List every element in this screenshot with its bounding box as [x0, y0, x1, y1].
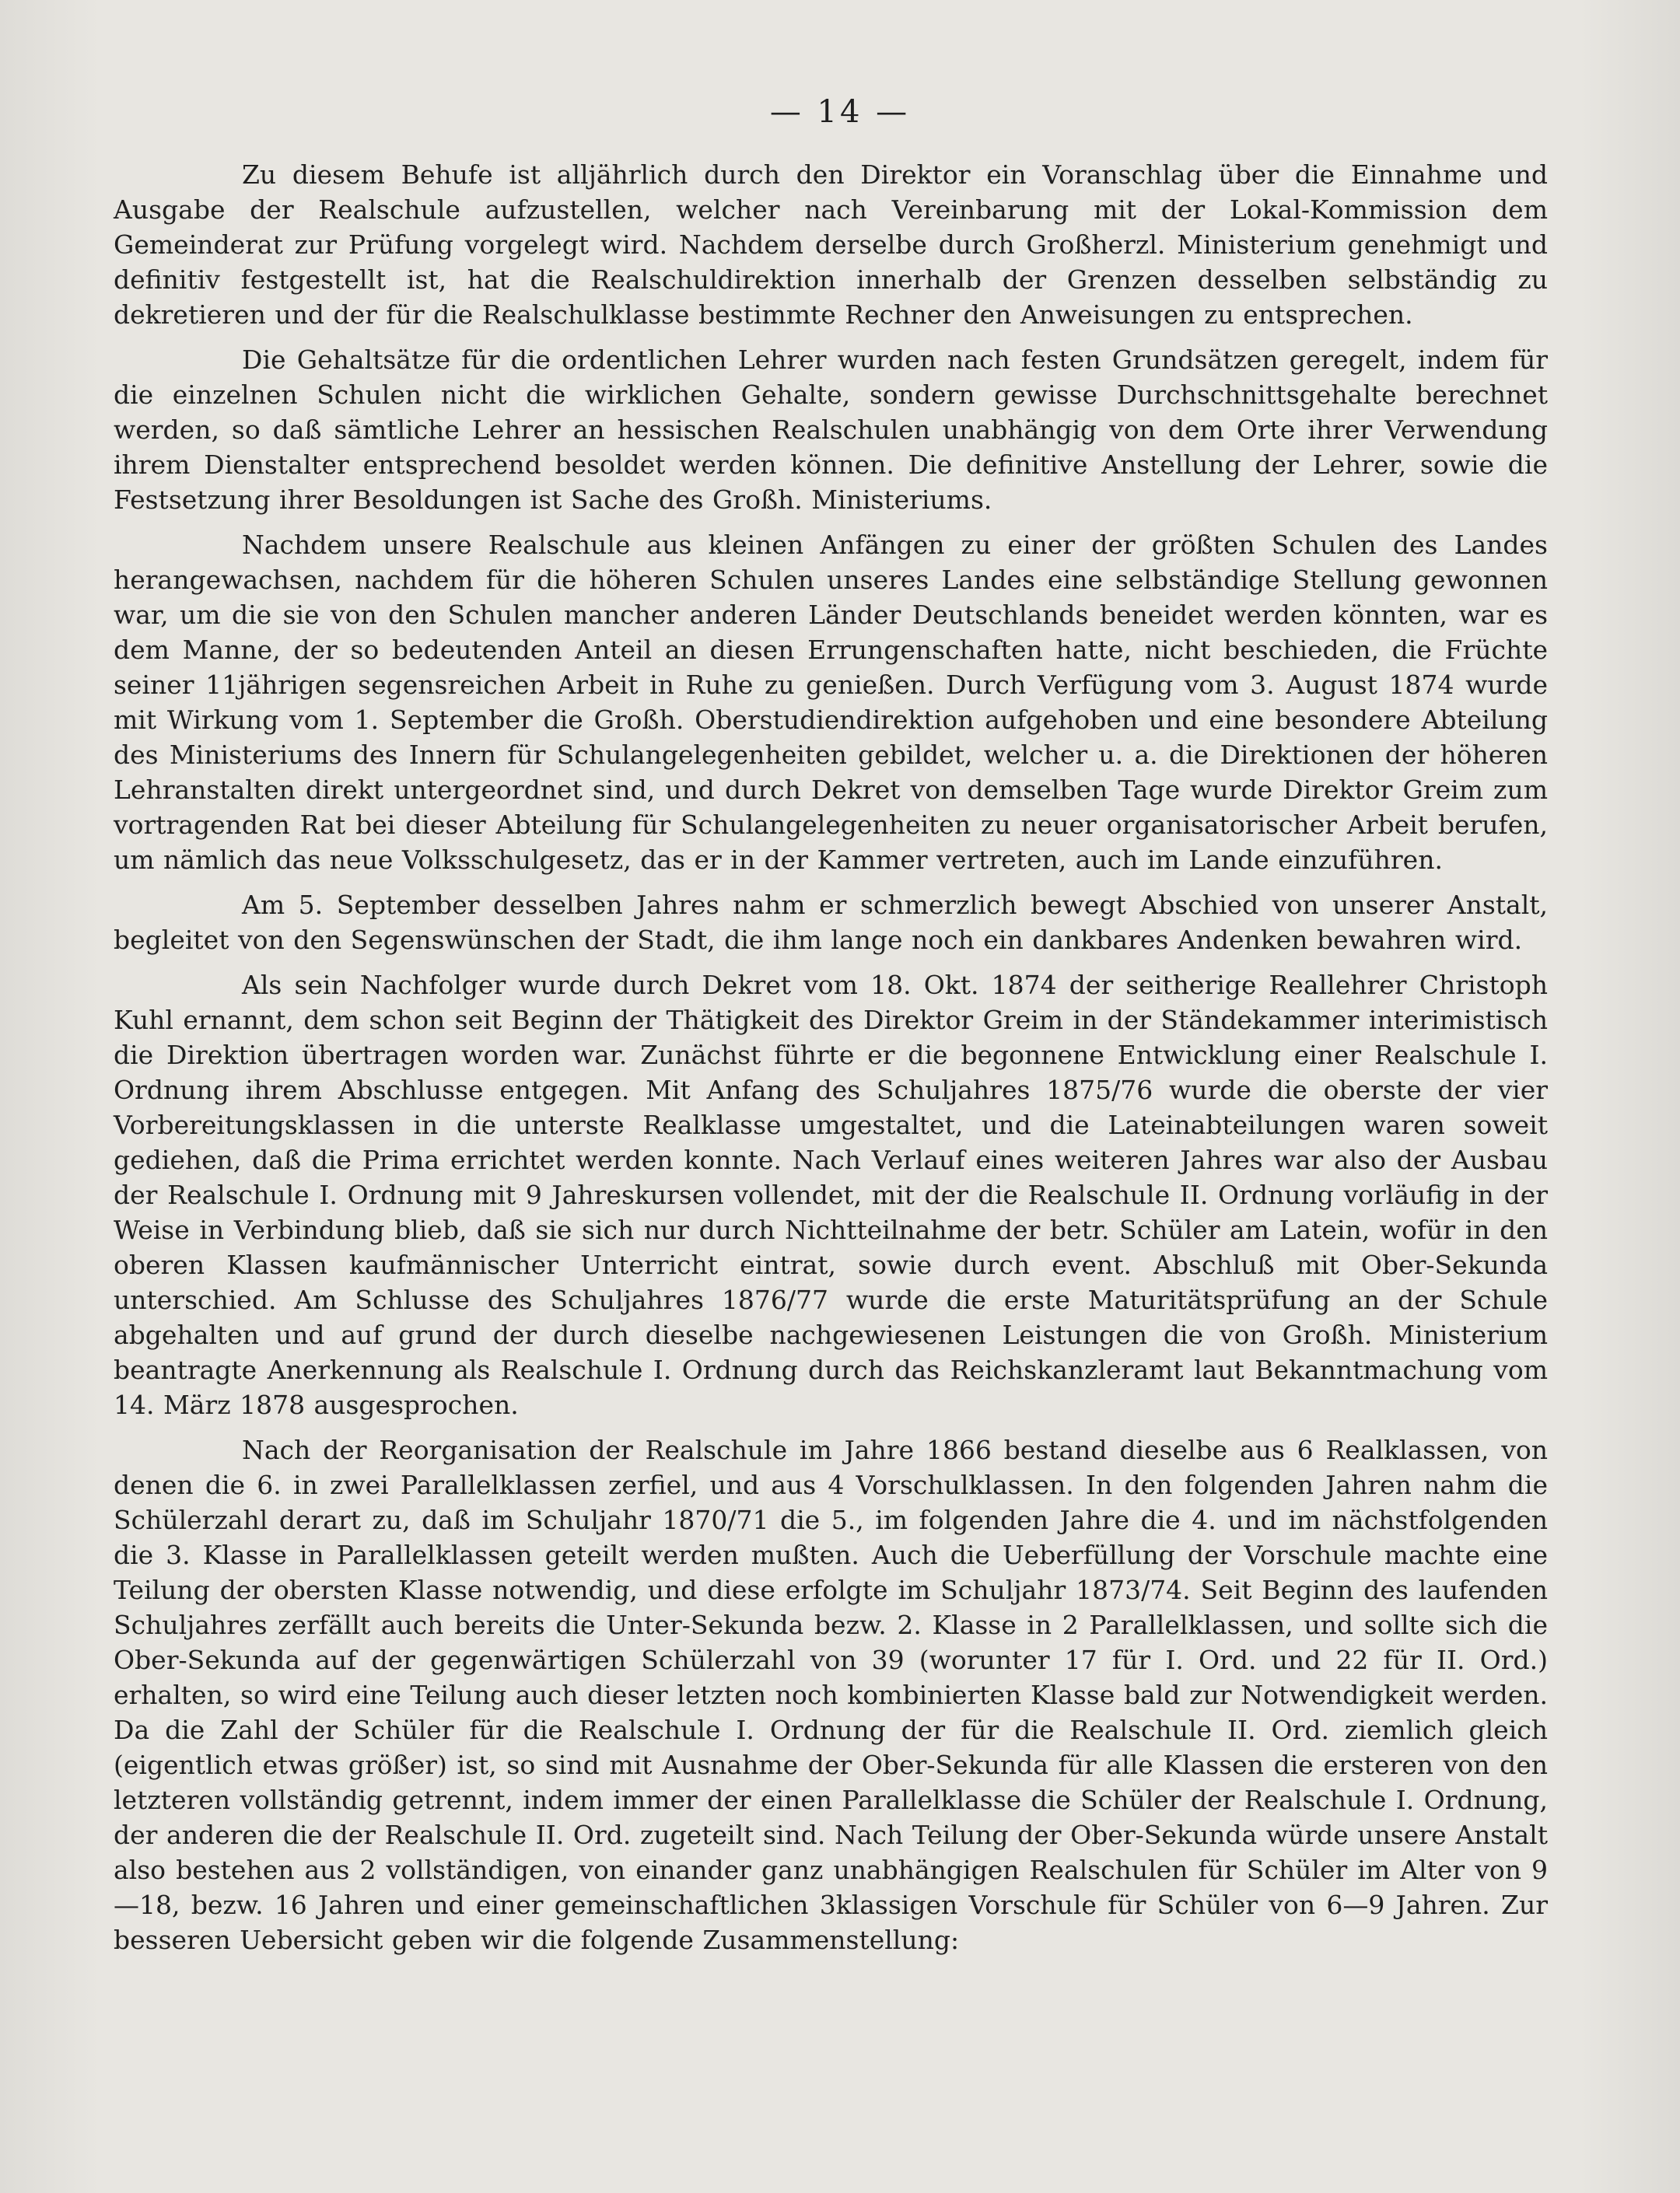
paragraph-budget: Zu diesem Behufe ist alljährlich durch den Direktor ein Voranschlag über die Einnahme und Ausgabe der Realschule aufzustellen, welcher nach Vereinbarung mit der Lokal-Kommission dem Gemeinderat zur Prüfung vorgelegt wird. Nachdem derselbe durch Großherzl. Ministerium genehmigt und definitiv festgestellt ist, hat die Realschuldirektion innerhalb der Grenzen desselben selbständig zu dekretieren und der für die Realschulklasse bestimmte Rechner den Anweisungen zu entsprechen. — [114, 159, 1548, 330]
paragraph-kuhl-successor: Als sein Nachfolger wurde durch Dekret vom 18. Okt. 1874 der seitherige Reallehrer Christoph Kuhl ernannt, dem schon seit Beginn der Thätigkeit des Direktor Greim in der Ständekammer interimistisch die Direktion übertragen worden war. Zunächst führte er die begonnene Entwicklung einer Realschule I. Ordnung ihrem Abschlusse entgegen. Mit Anfang des Schuljahres 1875/76 wurde die oberste der vier Vorbereitungsklassen in die unterste Realklasse umgestaltet, und die Lateinabteilungen waren soweit gediehen, daß die Prima errichtet werden konnte. Nach Verlauf eines weiteren Jahres war also der Ausbau der Realschule I. Ordnung mit 9 Jahreskursen vollendet, mit der die Realschule II. Ordnung vorläufig in der Weise in Verbindung blieb, daß sie sich nur durch Nichtteilnahme der betr. Schüler am Latein, wofür in den oberen Klassen kaufmännischer Unterricht eintrat, sowie durch event. Abschluß mit Ober-Sekunda unterschied. Am Schlusse des Schuljahres 1876/77 wurde die erste Maturitätsprüfung an der Schule abgehalten und auf grund der durch dieselbe nachgewiesenen Leistungen die von Großh. Ministerium beantragte Anerkennung als Realschule I. Ordnung durch das Reichskanzleramt laut Bekanntmachung vom 14. März 1878 ausgesprochen. — [114, 970, 1548, 1420]
paragraph-farewell: Am 5. September desselben Jahres nahm er schmerzlich bewegt Abschied von unserer Anstalt, begleitet von den Segenswünschen der Stadt, die ihm lange noch ein dankbares Andenken bewahren wird. — [114, 890, 1548, 955]
paragraph-reorganisation: Nach der Reorganisation der Realschule im Jahre 1866 bestand dieselbe aus 6 Realklassen, von denen die 6. in zwei Parallelklassen zerfiel, und aus 4 Vorschulklassen. In den folgenden Jahren nahm die Schülerzahl derart zu, daß im Schuljahr 1870/71 die 5., im folgenden Jahre die 4. und im nächstfolgenden die 3. Klasse in Parallelklassen geteilt werden mußten. Auch die Ueberfüllung der Vorschule machte eine Teilung der obersten Klasse notwendig, und diese erfolgte im Schuljahr 1873/74. Seit Beginn des laufenden Schuljahres zerfällt auch bereits die Unter-Sekunda bezw. 2. Klasse in 2 Parallelklassen, und sollte sich die Ober-Sekunda auf der gegenwärtigen Schülerzahl von 39 (worunter 17 für I. Ord. und 22 für II. Ord.) erhalten, so wird eine Teilung auch dieser letzten noch kombinierten Klasse bald zur Notwendigkeit werden. Da die Zahl der Schüler für die Realschule I. Ordnung der für die Realschule II. Ord. ziemlich gleich (eigentlich etwas größer) ist, so sind mit Ausnahme der Ober-Sekunda für alle Klassen die ersteren von den letzteren vollständig getrennt, indem immer der einen Parallelklasse die Schüler der Realschule I. Ordnung, der anderen die der Realschule II. Ord. zugeteilt sind. Nach Teilung der Ober-Sekunda würde unsere Anstalt also bestehen aus 2 vollständigen, von einander ganz unabhängigen Realschulen für Schüler im Alter von 9—18, bezw. 16 Jahren und einer gemeinschaftlichen 3klassigen Vorschule für Schüler von 6—9 Jahren. Zur besseren Uebersicht geben wir die folgende Zusammenstellung: — [114, 1435, 1548, 1955]
body-text — [114, 157, 1548, 1957]
paragraph-greim-departure: Nachdem unsere Realschule aus kleinen Anfängen zu einer der größten Schulen des Landes herangewachsen, nachdem für die höheren Schulen unseres Landes eine selbständige Stellung gewonnen war, um die sie von den Schulen mancher anderen Länder Deutschlands beneidet werden könnten, war es dem Manne, der so bedeutenden Anteil an diesen Errungenschaften hatte, nicht beschieden, die Früchte seiner 11jährigen segensreichen Arbeit in Ruhe zu genießen. Durch Verfügung vom 3. August 1874 wurde mit Wirkung vom 1. September die Großh. Oberstudiendirektion aufgehoben und eine besondere Abteilung des Ministeriums des Innern für Schulangelegenheiten gebildet, welcher u. a. die Direktionen der höheren Lehranstalten direkt untergeordnet sind, und durch Dekret von demselben Tage wurde Direktor Greim zum vortragenden Rat bei dieser Abteilung für Schulangelegenheiten zu neuer organisatorischer Arbeit berufen, um nämlich das neue Volksschulgesetz, das er in der Kammer vertreten, auch im Lande einzuführen. — [114, 530, 1548, 875]
page-number: — 14 — — [769, 94, 911, 130]
paragraph-salaries: Die Gehaltsätze für die ordentlichen Lehrer wurden nach festen Grundsätzen geregelt, indem für die einzelnen Schulen nicht die wirklichen Gehalte, sondern gewisse Durchschnittsgehalte berechnet werden, so daß sämtliche Lehrer an hessischen Realschulen unabhängig von dem Orte ihrer Verwendung ihrem Dienstalter entsprechend besoldet werden können. Die definitive Anstellung der Lehrer, sowie die Festsetzung ihrer Besoldungen ist Sache des Großh. Ministeriums. — [114, 345, 1548, 515]
